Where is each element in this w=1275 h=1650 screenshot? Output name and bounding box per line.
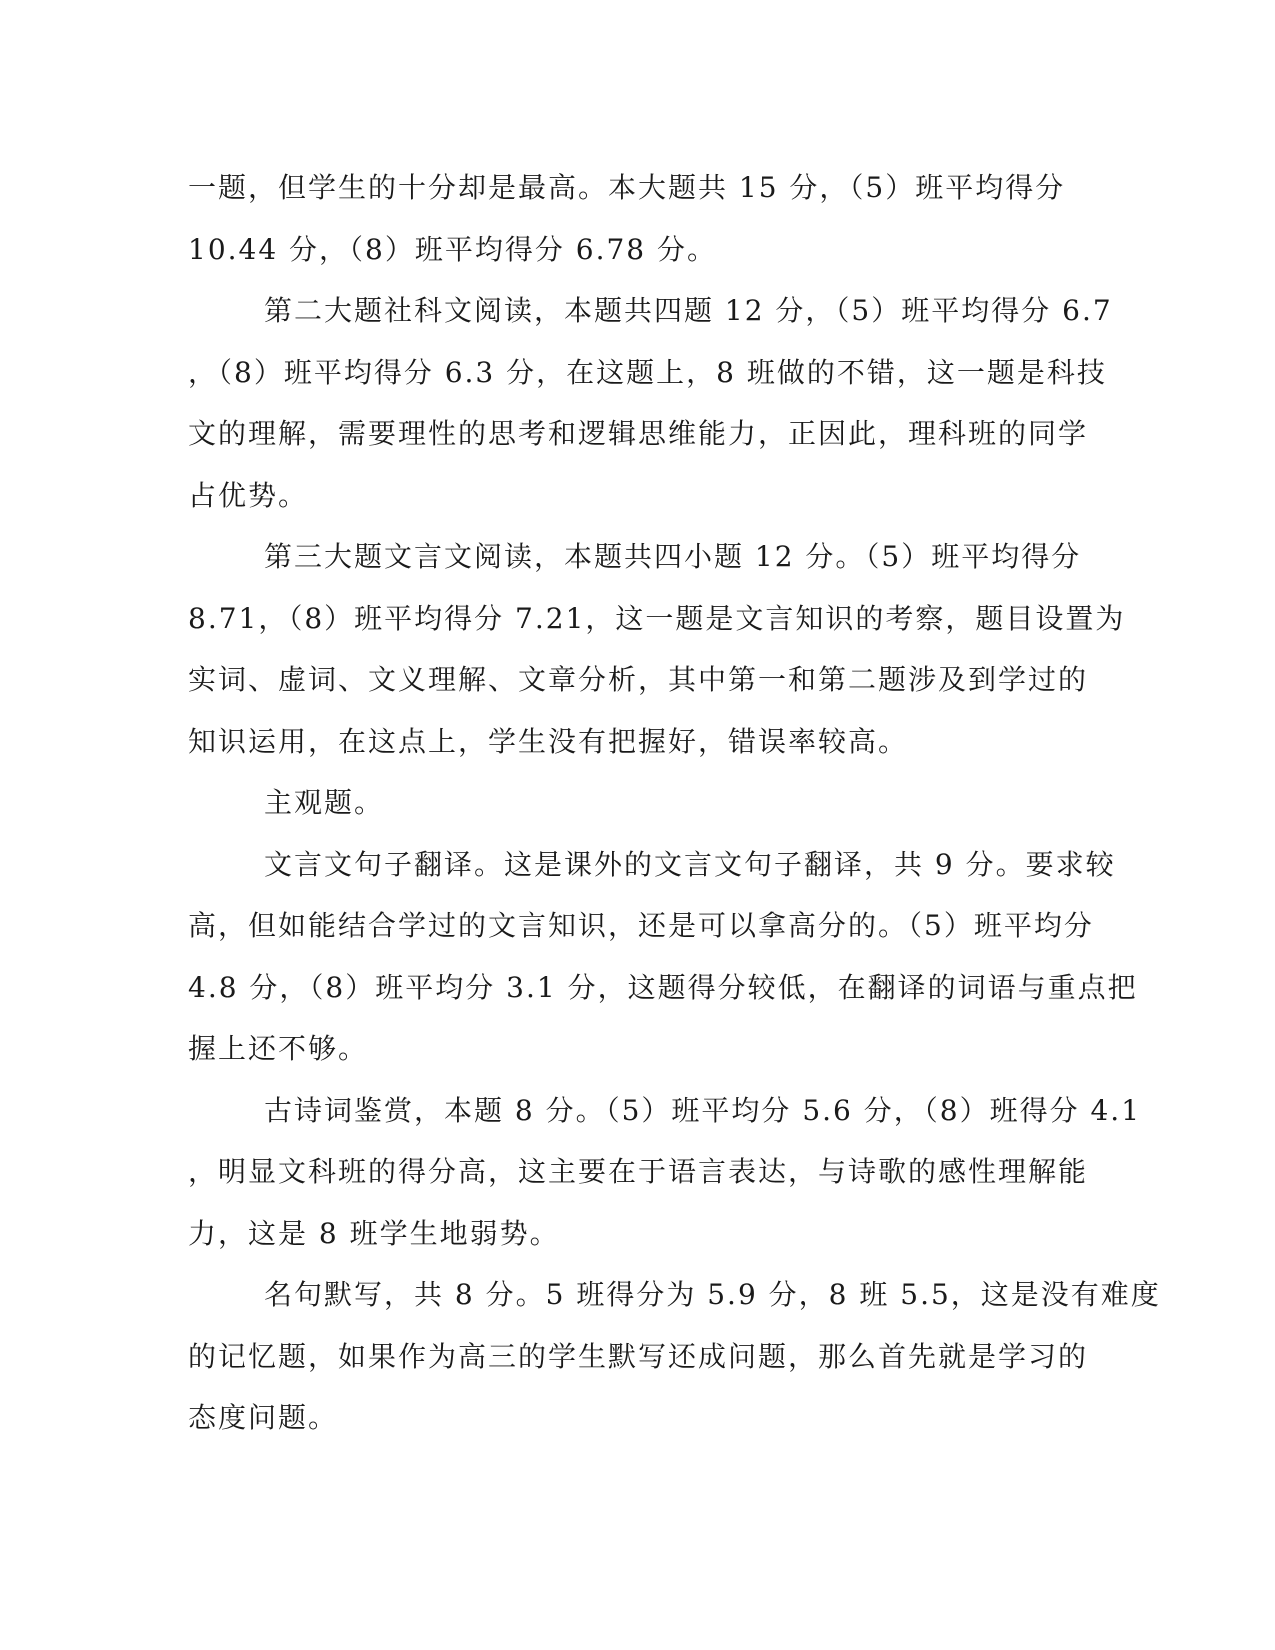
text-line-11: 主观题。 [264,786,385,819]
text-line-19: 名句默写，共 8 分。5 班得分为 5.9 分，8 班 5.5，这是没有难度 [264,1278,1161,1311]
text-line-9: 实词、虚词、文义理解、文章分析，其中第一和第二题涉及到学过的 [188,663,1089,696]
text-line-3: 第二大题社科文阅读，本题共四题 12 分，（5）班平均得分 6.7 [264,294,1113,327]
text-line-8: 8.71，（8）班平均得分 7.21，这一题是文言知识的考察，题目设置为 [188,601,1126,635]
document-body [188,157,1161,1449]
text-line-1: 一题，但学生的十分却是最高。本大题共 15 分，（5）班平均得分 [188,171,1066,204]
text-line-7: 第三大题文言文阅读，本题共四小题 12 分。（5）班平均得分 [264,540,1082,573]
text-line-4: ，（8）班平均得分 6.3 分，在这题上，8 班做的不错，这一题是科技 [188,355,1107,389]
text-line-20: 的记忆题，如果作为高三的学生默写还成问题，那么首先就是学习的 [188,1339,1089,1373]
text-line-2: 10.44 分，（8）班平均得分 6.78 分。 [188,232,718,266]
text-line-14: 4.8 分，（8）班平均分 3.1 分，这题得分较低，在翻译的词语与重点把 [188,970,1138,1004]
text-line-15: 握上还不够。 [188,1032,369,1065]
text-line-18: 力，这是 8 班学生地弱势。 [188,1216,560,1250]
text-line-5: 文的理解，需要理性的思考和逻辑思维能力，正因此，理科班的同学 [188,417,1089,450]
text-line-10: 知识运用，在这点上，学生没有把握好，错误率较高。 [188,724,909,758]
text-line-16: 古诗词鉴赏，本题 8 分。（5）班平均分 5.6 分，（8）班得分 4.1 [264,1093,1142,1127]
text-line-13: 高，但如能结合学过的文言知识，还是可以拿高分的。（5）班平均分 [188,909,1094,942]
text-line-17: ，明显文科班的得分高，这主要在于语言表达，与诗歌的感性理解能 [188,1155,1089,1188]
text-line-12: 文言文句子翻译。这是课外的文言文句子翻译，共 9 分。要求较 [264,847,1116,881]
text-line-6: 占优势。 [188,478,309,512]
text-line-21: 态度问题。 [188,1401,339,1434]
